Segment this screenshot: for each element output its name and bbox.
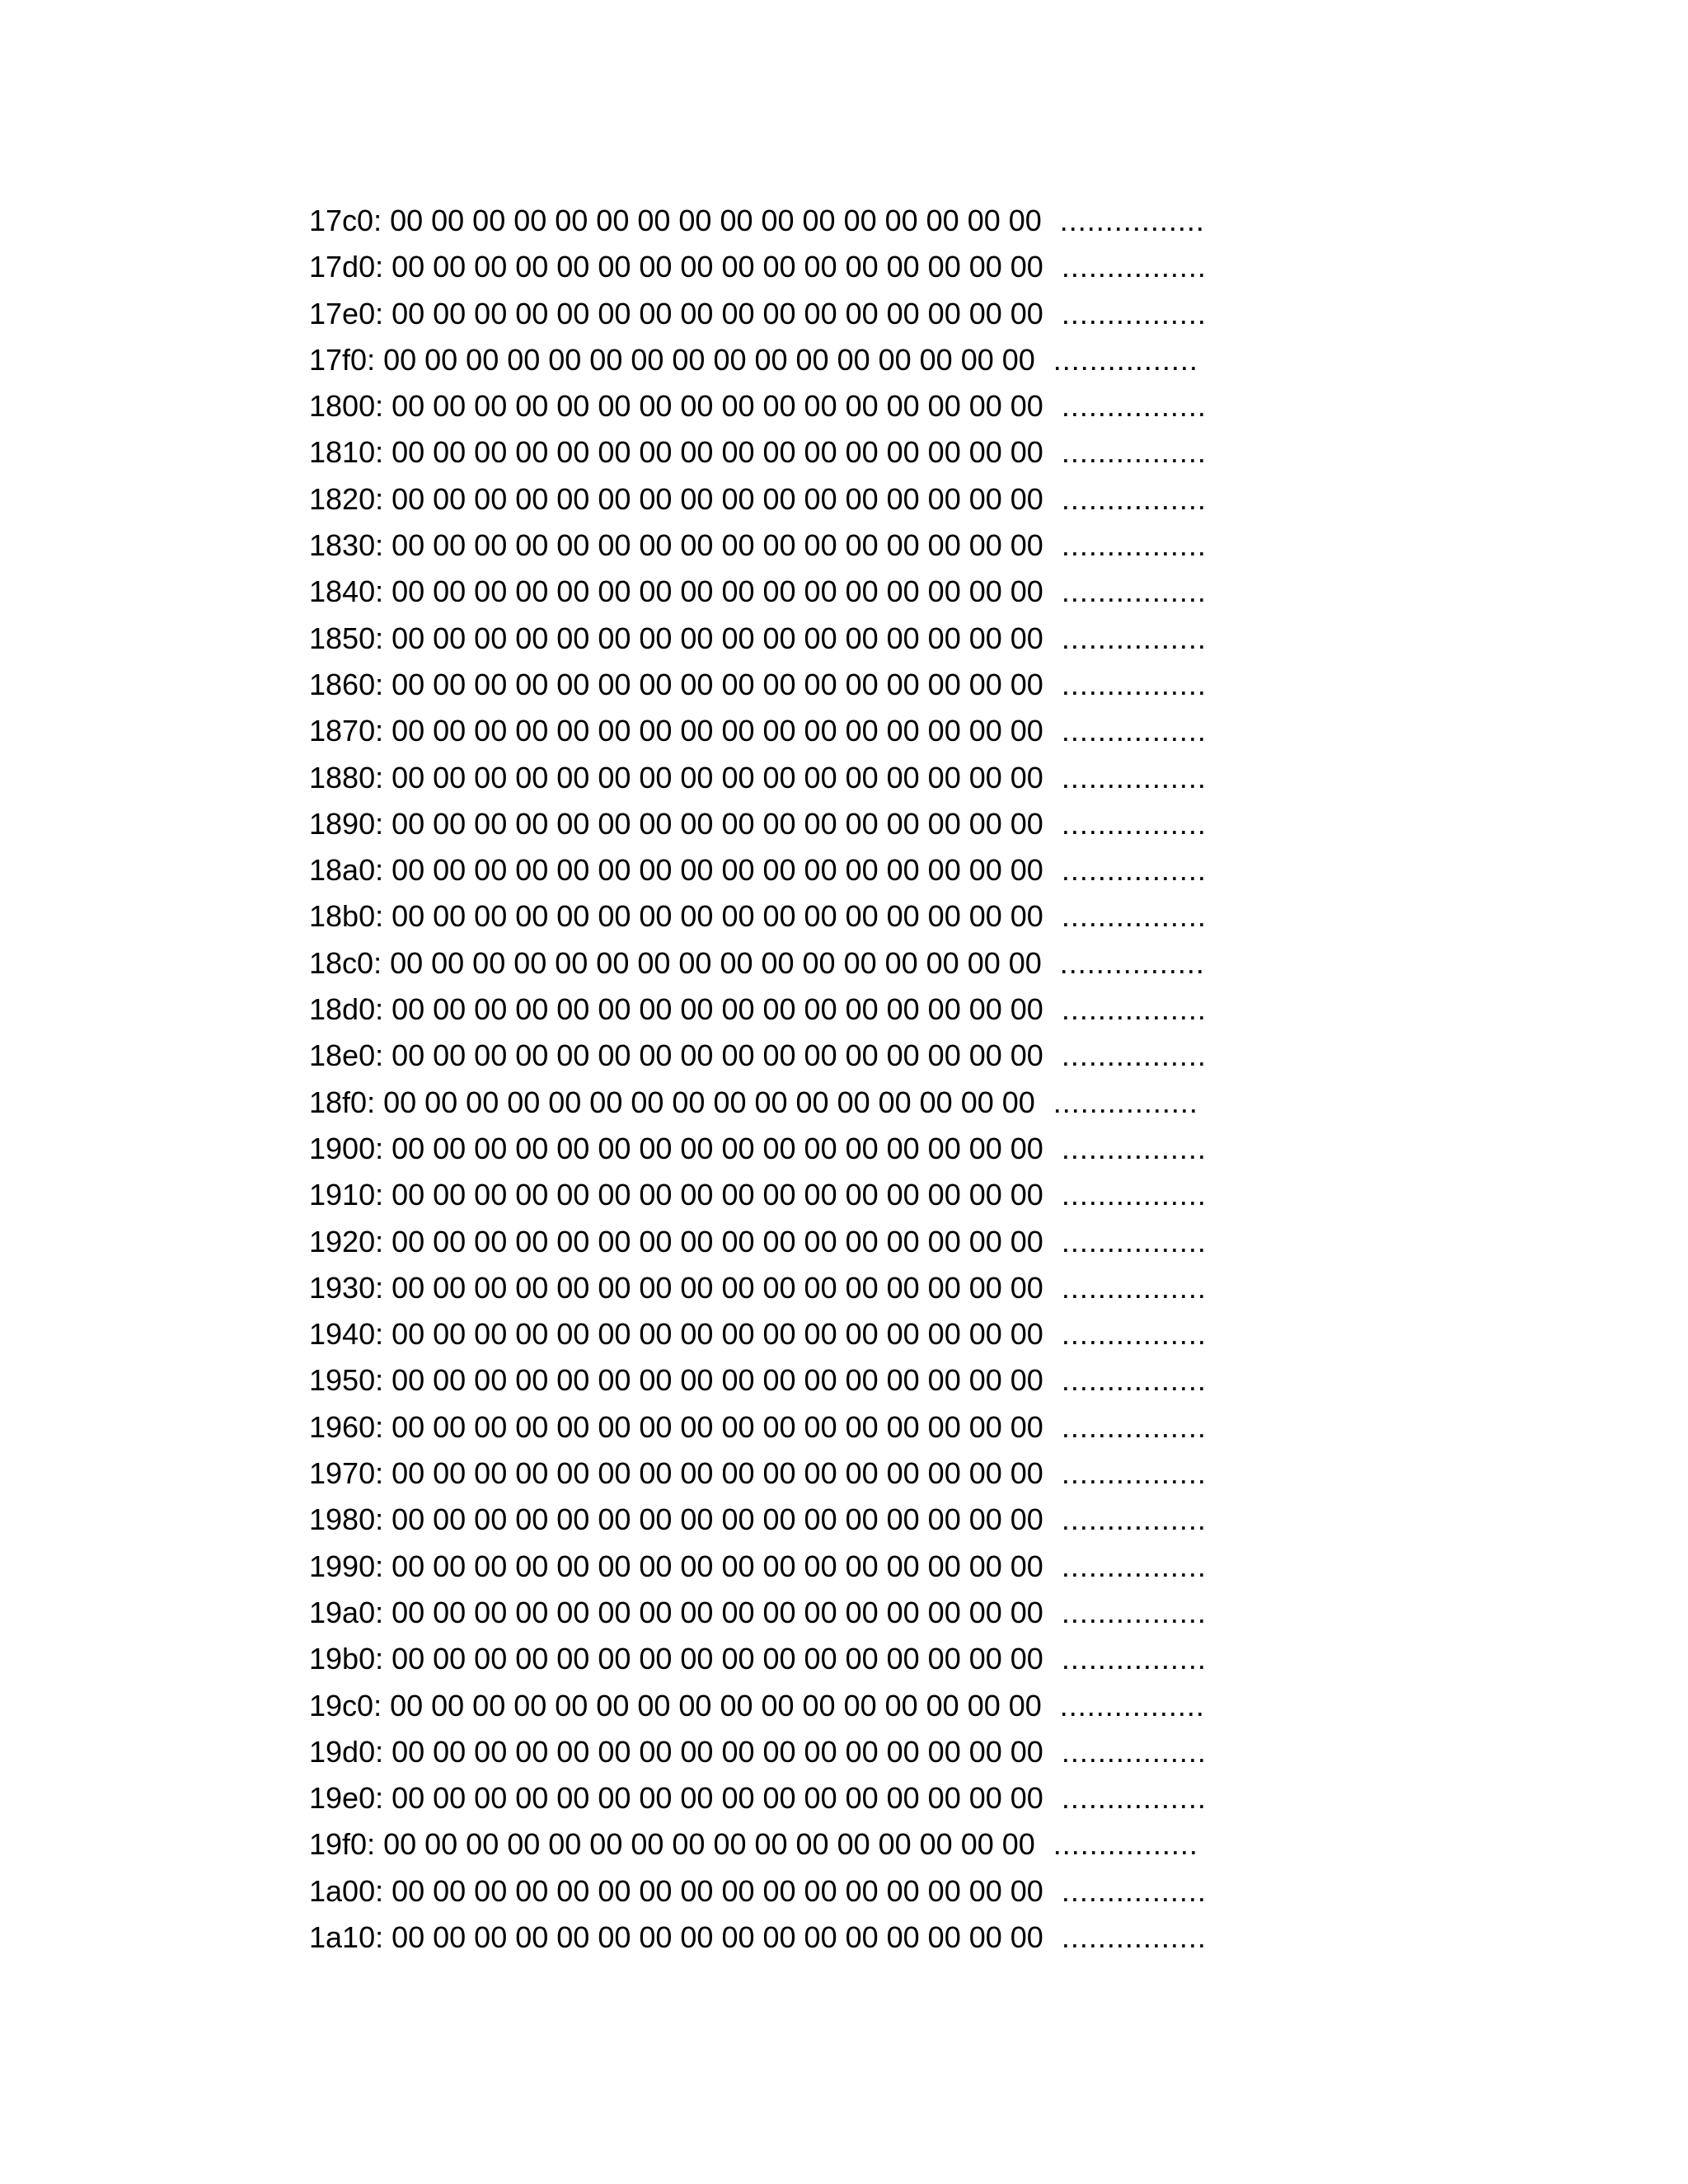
hex-dump-line [309, 1821, 1298, 1868]
hex-bytes: 00 00 00 00 00 00 00 00 00 00 00 00 00 00 00 00 [392, 574, 1043, 609]
hex-dump-line [309, 987, 1298, 1033]
hex-ascii: ................ [1061, 1363, 1207, 1398]
hex-offset: 19a0: [309, 1595, 384, 1629]
hex-offset: 18b0: [309, 899, 384, 934]
hex-offset: 17f0: [309, 342, 376, 377]
hex-bytes: 00 00 00 00 00 00 00 00 00 00 00 00 00 00 00 00 [392, 1038, 1043, 1073]
hex-bytes: 00 00 00 00 00 00 00 00 00 00 00 00 00 00 00 00 [392, 1734, 1043, 1769]
hex-dump-line [309, 801, 1298, 847]
hex-bytes: 00 00 00 00 00 00 00 00 00 00 00 00 00 00 00 00 [392, 1502, 1043, 1537]
hex-dump-line [309, 1033, 1298, 1079]
hex-bytes: 00 00 00 00 00 00 00 00 00 00 00 00 00 00 00 00 [392, 667, 1043, 701]
hex-ascii: ................ [1061, 1409, 1207, 1444]
hex-dump-line [309, 616, 1298, 662]
hex-dump-line [309, 1126, 1298, 1172]
hex-offset: 1960: [309, 1409, 384, 1444]
hex-offset: 1830: [309, 528, 384, 563]
hex-dump-line [309, 893, 1298, 940]
hex-ascii: ................ [1053, 342, 1198, 377]
hex-bytes: 00 00 00 00 00 00 00 00 00 00 00 00 00 00 00 00 [392, 853, 1043, 888]
hex-bytes: 00 00 00 00 00 00 00 00 00 00 00 00 00 00 00 00 [392, 992, 1043, 1027]
hex-dump-line [309, 1265, 1298, 1311]
hex-dump-line [309, 847, 1298, 893]
hex-ascii: ................ [1053, 1085, 1198, 1119]
hex-ascii: ................ [1061, 1781, 1207, 1816]
hex-dump-line [309, 1357, 1298, 1404]
hex-bytes: 00 00 00 00 00 00 00 00 00 00 00 00 00 00 00 00 [392, 1549, 1043, 1583]
hex-ascii: ................ [1061, 389, 1207, 424]
hex-bytes: 00 00 00 00 00 00 00 00 00 00 00 00 00 00 00 00 [392, 296, 1043, 330]
hex-ascii: ................ [1061, 574, 1207, 609]
hex-dump-line [309, 1683, 1298, 1729]
hex-offset: 1800: [309, 389, 384, 424]
hex-bytes: 00 00 00 00 00 00 00 00 00 00 00 00 00 00 00 00 [392, 621, 1043, 655]
hex-offset: 1920: [309, 1224, 384, 1258]
hex-dump-line [309, 1451, 1298, 1497]
hex-bytes: 00 00 00 00 00 00 00 00 00 00 00 00 00 00 00 00 [392, 714, 1043, 748]
hex-offset: 1880: [309, 760, 384, 794]
hex-offset: 1890: [309, 806, 384, 841]
hex-bytes: 00 00 00 00 00 00 00 00 00 00 00 00 00 00 00 00 [392, 1456, 1043, 1491]
hex-dump-line [309, 708, 1298, 754]
hex-offset: 17e0: [309, 296, 384, 330]
hex-bytes: 00 00 00 00 00 00 00 00 00 00 00 00 00 00 00 00 [392, 1178, 1043, 1212]
hex-dump-line [309, 1219, 1298, 1265]
hex-ascii: ................ [1061, 1919, 1207, 1954]
hex-bytes: 00 00 00 00 00 00 00 00 00 00 00 00 00 00 00 00 [392, 1224, 1043, 1258]
hex-dump-line [309, 1172, 1298, 1218]
hex-dump-line [309, 429, 1298, 476]
hex-dump-line [309, 198, 1298, 244]
hex-bytes: 00 00 00 00 00 00 00 00 00 00 00 00 00 00 00 00 [392, 1317, 1043, 1352]
hex-bytes: 00 00 00 00 00 00 00 00 00 00 00 00 00 00 00 00 [392, 528, 1043, 563]
hex-dump-line [309, 569, 1298, 615]
hex-offset: 1910: [309, 1178, 384, 1212]
hex-bytes: 00 00 00 00 00 00 00 00 00 00 00 00 00 00 00 00 [392, 1409, 1043, 1444]
hex-offset: 1970: [309, 1456, 384, 1491]
hex-ascii: ................ [1061, 1178, 1207, 1212]
hex-offset: 1930: [309, 1270, 384, 1305]
hex-dump-line [309, 755, 1298, 801]
hex-offset: 18d0: [309, 992, 384, 1027]
hex-ascii: ................ [1059, 1688, 1205, 1722]
hex-offset: 1980: [309, 1502, 384, 1537]
hex-ascii: ................ [1059, 204, 1205, 237]
hex-ascii: ................ [1061, 621, 1207, 655]
hex-bytes: 00 00 00 00 00 00 00 00 00 00 00 00 00 00 00 00 [392, 1131, 1043, 1165]
hex-offset: 1a00: [309, 1873, 384, 1908]
hex-ascii: ................ [1059, 945, 1205, 980]
hex-bytes: 00 00 00 00 00 00 00 00 00 00 00 00 00 00 00 00 [390, 204, 1042, 237]
hex-dump-line [309, 1636, 1298, 1682]
hex-bytes: 00 00 00 00 00 00 00 00 00 00 00 00 00 00 00 00 [392, 806, 1043, 841]
hex-ascii: ................ [1061, 1734, 1207, 1769]
hex-ascii: ................ [1061, 250, 1207, 284]
hex-offset: 1940: [309, 1317, 384, 1352]
hex-dump-line [309, 1590, 1298, 1636]
hex-ascii: ................ [1053, 1827, 1198, 1862]
hex-bytes: 00 00 00 00 00 00 00 00 00 00 00 00 00 00 00 00 [392, 760, 1043, 794]
hex-dump-line [309, 244, 1298, 290]
hex-dump-line [309, 1729, 1298, 1775]
hex-offset: 19f0: [309, 1827, 376, 1862]
hex-offset: 17c0: [309, 204, 382, 237]
hex-dump-line [309, 476, 1298, 523]
hex-ascii: ................ [1061, 1038, 1207, 1073]
hex-bytes: 00 00 00 00 00 00 00 00 00 00 00 00 00 00 00 00 [392, 1873, 1043, 1908]
hex-ascii: ................ [1061, 806, 1207, 841]
hex-dump-line [309, 383, 1298, 429]
hex-offset: 1a10: [309, 1919, 384, 1954]
hex-bytes: 00 00 00 00 00 00 00 00 00 00 00 00 00 00 00 00 [392, 1642, 1043, 1676]
hex-dump-line [309, 1497, 1298, 1543]
hex-offset: 1810: [309, 435, 384, 470]
hex-bytes: 00 00 00 00 00 00 00 00 00 00 00 00 00 00 00 00 [383, 1827, 1035, 1862]
hex-bytes: 00 00 00 00 00 00 00 00 00 00 00 00 00 00 00 00 [383, 1085, 1035, 1119]
hex-offset: 18e0: [309, 1038, 384, 1073]
hex-dump-line [309, 1775, 1298, 1821]
hex-bytes: 00 00 00 00 00 00 00 00 00 00 00 00 00 00 00 00 [392, 389, 1043, 424]
hex-offset: 1820: [309, 481, 384, 516]
hex-ascii: ................ [1061, 1502, 1207, 1537]
hex-ascii: ................ [1061, 1549, 1207, 1583]
hex-dump-line [309, 291, 1298, 337]
hex-dump-line [309, 1311, 1298, 1357]
hex-offset: 1850: [309, 621, 384, 655]
hex-ascii: ................ [1061, 667, 1207, 701]
hex-dump-line [309, 523, 1298, 569]
hex-ascii: ................ [1061, 1642, 1207, 1676]
hex-offset: 18c0: [309, 945, 382, 980]
hex-dump-line [309, 940, 1298, 987]
hex-ascii: ................ [1061, 528, 1207, 563]
hex-bytes: 00 00 00 00 00 00 00 00 00 00 00 00 00 00 00 00 [392, 1595, 1043, 1629]
hex-bytes: 00 00 00 00 00 00 00 00 00 00 00 00 00 00 00 00 [392, 1919, 1043, 1954]
hex-ascii: ................ [1061, 1873, 1207, 1908]
hex-offset: 19d0: [309, 1734, 384, 1769]
hex-bytes: 00 00 00 00 00 00 00 00 00 00 00 00 00 00 00 00 [392, 481, 1043, 516]
hex-offset: 1860: [309, 667, 384, 701]
hex-offset: 1950: [309, 1363, 384, 1398]
hex-offset: 19c0: [309, 1688, 382, 1722]
hex-bytes: 00 00 00 00 00 00 00 00 00 00 00 00 00 00 00 00 [392, 899, 1043, 934]
hex-ascii: ................ [1061, 1224, 1207, 1258]
hex-dump-line [309, 662, 1298, 708]
hex-offset: 1990: [309, 1549, 384, 1583]
hex-dump-line [309, 1404, 1298, 1451]
hex-ascii: ................ [1061, 296, 1207, 330]
hex-offset: 19e0: [309, 1781, 384, 1816]
hex-bytes: 00 00 00 00 00 00 00 00 00 00 00 00 00 00 00 00 [390, 1688, 1042, 1722]
hex-ascii: ................ [1061, 1317, 1207, 1352]
hex-bytes: 00 00 00 00 00 00 00 00 00 00 00 00 00 00 00 00 [383, 342, 1035, 377]
hex-ascii: ................ [1061, 481, 1207, 516]
hex-offset: 18f0: [309, 1085, 376, 1119]
hex-dump-line [309, 1868, 1298, 1915]
hex-ascii: ................ [1061, 435, 1207, 470]
hex-dump-line [309, 337, 1298, 383]
hex-dump-line [309, 1544, 1298, 1590]
hex-offset: 1900: [309, 1131, 384, 1165]
hex-bytes: 00 00 00 00 00 00 00 00 00 00 00 00 00 00 00 00 [390, 945, 1042, 980]
hex-offset: 18a0: [309, 853, 384, 888]
hex-dump-listing [309, 198, 1298, 1961]
hex-ascii: ................ [1061, 899, 1207, 934]
hex-bytes: 00 00 00 00 00 00 00 00 00 00 00 00 00 00 00 00 [392, 1270, 1043, 1305]
hex-bytes: 00 00 00 00 00 00 00 00 00 00 00 00 00 00 00 00 [392, 1781, 1043, 1816]
hex-offset: 1840: [309, 574, 384, 609]
hex-ascii: ................ [1061, 1456, 1207, 1491]
hex-ascii: ................ [1061, 1595, 1207, 1629]
hex-bytes: 00 00 00 00 00 00 00 00 00 00 00 00 00 00 00 00 [392, 250, 1043, 284]
hex-ascii: ................ [1061, 853, 1207, 888]
hex-ascii: ................ [1061, 1131, 1207, 1165]
hex-ascii: ................ [1061, 714, 1207, 748]
hex-offset: 1870: [309, 714, 384, 748]
hex-offset: 17d0: [309, 250, 384, 284]
hex-bytes: 00 00 00 00 00 00 00 00 00 00 00 00 00 00 00 00 [392, 1363, 1043, 1398]
hex-bytes: 00 00 00 00 00 00 00 00 00 00 00 00 00 00 00 00 [392, 435, 1043, 470]
hex-dump-line [309, 1915, 1298, 1961]
hex-dump-line [309, 1080, 1298, 1126]
hex-ascii: ................ [1061, 1270, 1207, 1305]
hex-ascii: ................ [1061, 760, 1207, 794]
hex-ascii: ................ [1061, 992, 1207, 1027]
hex-offset: 19b0: [309, 1642, 384, 1676]
